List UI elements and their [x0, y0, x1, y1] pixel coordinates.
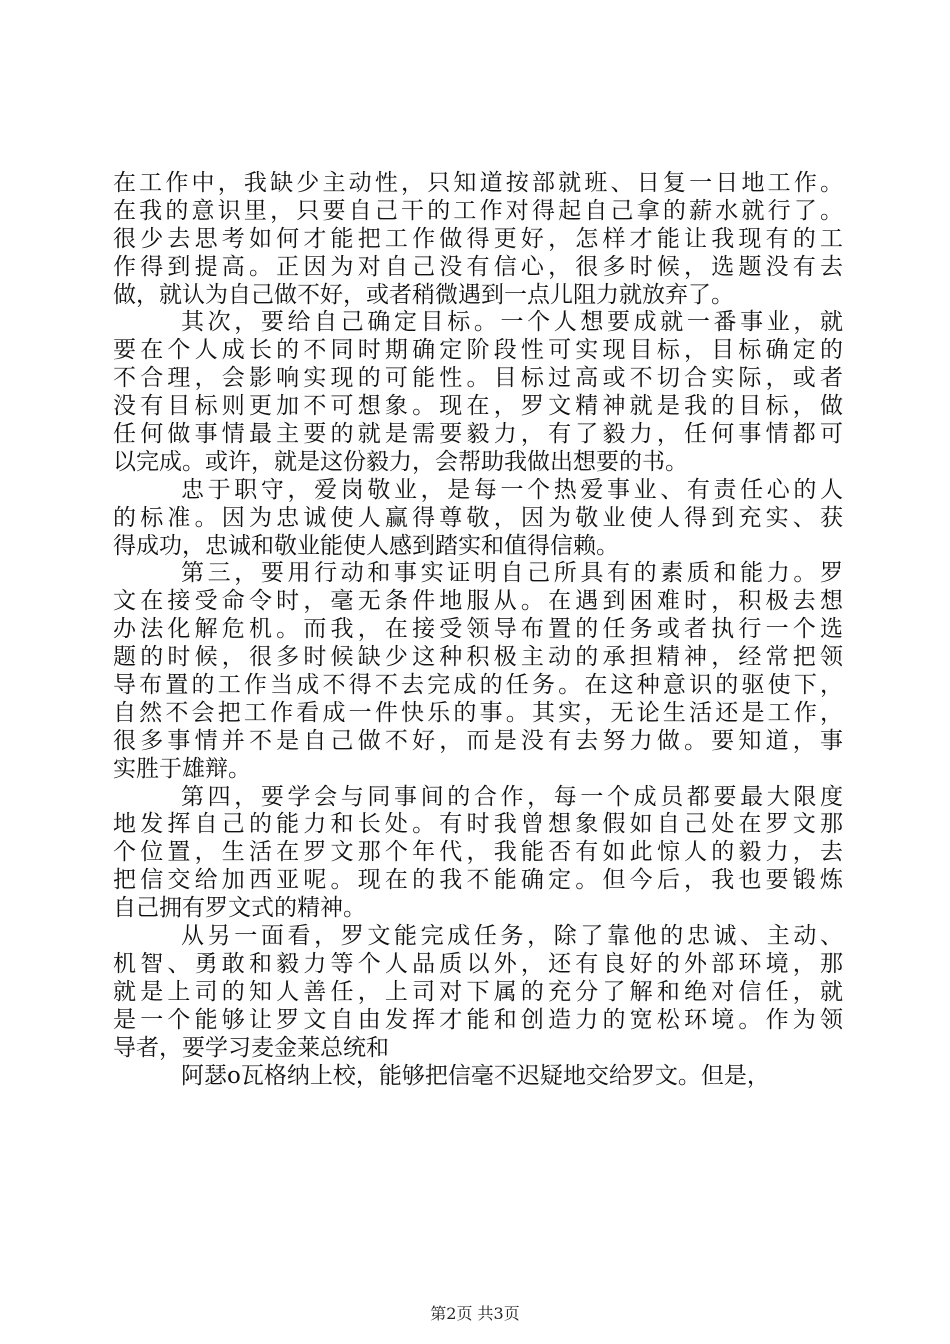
text-line: 得成功，忠诚和敬业能使人感到踏实和值得信赖。 — [113, 532, 619, 559]
text-line: 作得到提高。正因为对自己没有信心，很多时候，选题没有去 — [113, 253, 843, 280]
text-line: 的标准。因为忠诚使人赢得尊敬，因为敬业使人得到充实、获 — [113, 504, 843, 531]
text-line: 忠于职守，爱岗敬业，是每一个热爱事业、有责任心的人 — [181, 476, 843, 503]
text-line: 导者，要学习麦金莱总统和 — [113, 1034, 389, 1061]
text-line: 很多事情并不是自己做不好，而是没有去努力做。要知道，事 — [113, 727, 843, 754]
text-line: 自然不会把工作看成一件快乐的事。其实，无论生活还是工作， — [113, 699, 843, 726]
body-text — [113, 170, 843, 1090]
text-line: 自己拥有罗文式的精神。 — [113, 895, 366, 922]
text-line: 题的时候，很多时候缺少这种积极主动的承担精神，经常把领 — [113, 644, 843, 671]
text-line: 其次，要给自己确定目标。一个人想要成就一番事业，就 — [181, 309, 843, 336]
text-line: 实胜于雄辩。 — [113, 755, 251, 782]
text-line: 做，就认为自己做不好，或者稍微遇到一点儿阻力就放弃了。 — [113, 281, 734, 308]
text-line: 第三，要用行动和事实证明自己所具有的素质和能力。罗 — [181, 560, 843, 587]
text-line: 阿瑟o瓦格纳上校，能够把信毫不迟疑地交给罗文。但是， — [181, 1062, 770, 1089]
text-line: 第四，要学会与同事间的合作，每一个成员都要最大限度 — [181, 783, 843, 810]
text-line: 机智、勇敢和毅力等个人品质以外，还有良好的外部环境，那 — [113, 950, 843, 977]
text-line: 文在接受命令时，毫无条件地服从。在遇到困难时，积极去想 — [113, 588, 843, 615]
text-line: 不合理，会影响实现的可能性。目标过高或不切合实际，或者 — [113, 365, 843, 392]
text-line: 个位置，生活在罗文那个年代，我能否有如此惊人的毅力，去 — [113, 839, 843, 866]
text-line: 在工作中，我缺少主动性，只知道按部就班、日复一日地工作。 — [113, 170, 843, 196]
text-line: 没有目标则更加不可想象。现在，罗文精神就是我的目标，做 — [113, 393, 843, 420]
text-line: 就是上司的知人善任，上司对下属的充分了解和绝对信任，就 — [113, 978, 843, 1005]
text-line: 要在个人成长的不同时期确定阶段性可实现目标，目标确定的 — [113, 337, 843, 364]
text-line: 很少去思考如何才能把工作做得更好，怎样才能让我现有的工 — [113, 225, 843, 252]
text-line: 从另一面看，罗文能完成任务，除了靠他的忠诚、主动、 — [181, 923, 843, 950]
text-line: 把信交给加西亚呢。现在的我不能确定。但今后，我也要锻炼 — [113, 867, 843, 894]
text-line: 任何做事情最主要的就是需要毅力，有了毅力，任何事情都可 — [113, 421, 843, 448]
text-line: 导布置的工作当成不得不去完成的任务。在这种意识的驱使下， — [113, 672, 843, 699]
text-line: 是一个能够让罗文自由发挥才能和创造力的宽松环境。作为领 — [113, 1006, 843, 1033]
page-footer: 第2页 共3页 — [430, 1304, 520, 1323]
text-line: 以完成。或许，就是这份毅力，会帮助我做出想要的书。 — [113, 448, 688, 475]
text-line: 在我的意识里，只要自己干的工作对得起自己拿的薪水就行了。 — [113, 197, 843, 224]
text-line: 地发挥自己的能力和长处。有时我曾想象假如自己处在罗文那 — [113, 811, 843, 838]
text-line: 办法化解危机。而我，在接受领导布置的任务或者执行一个选 — [113, 616, 843, 643]
